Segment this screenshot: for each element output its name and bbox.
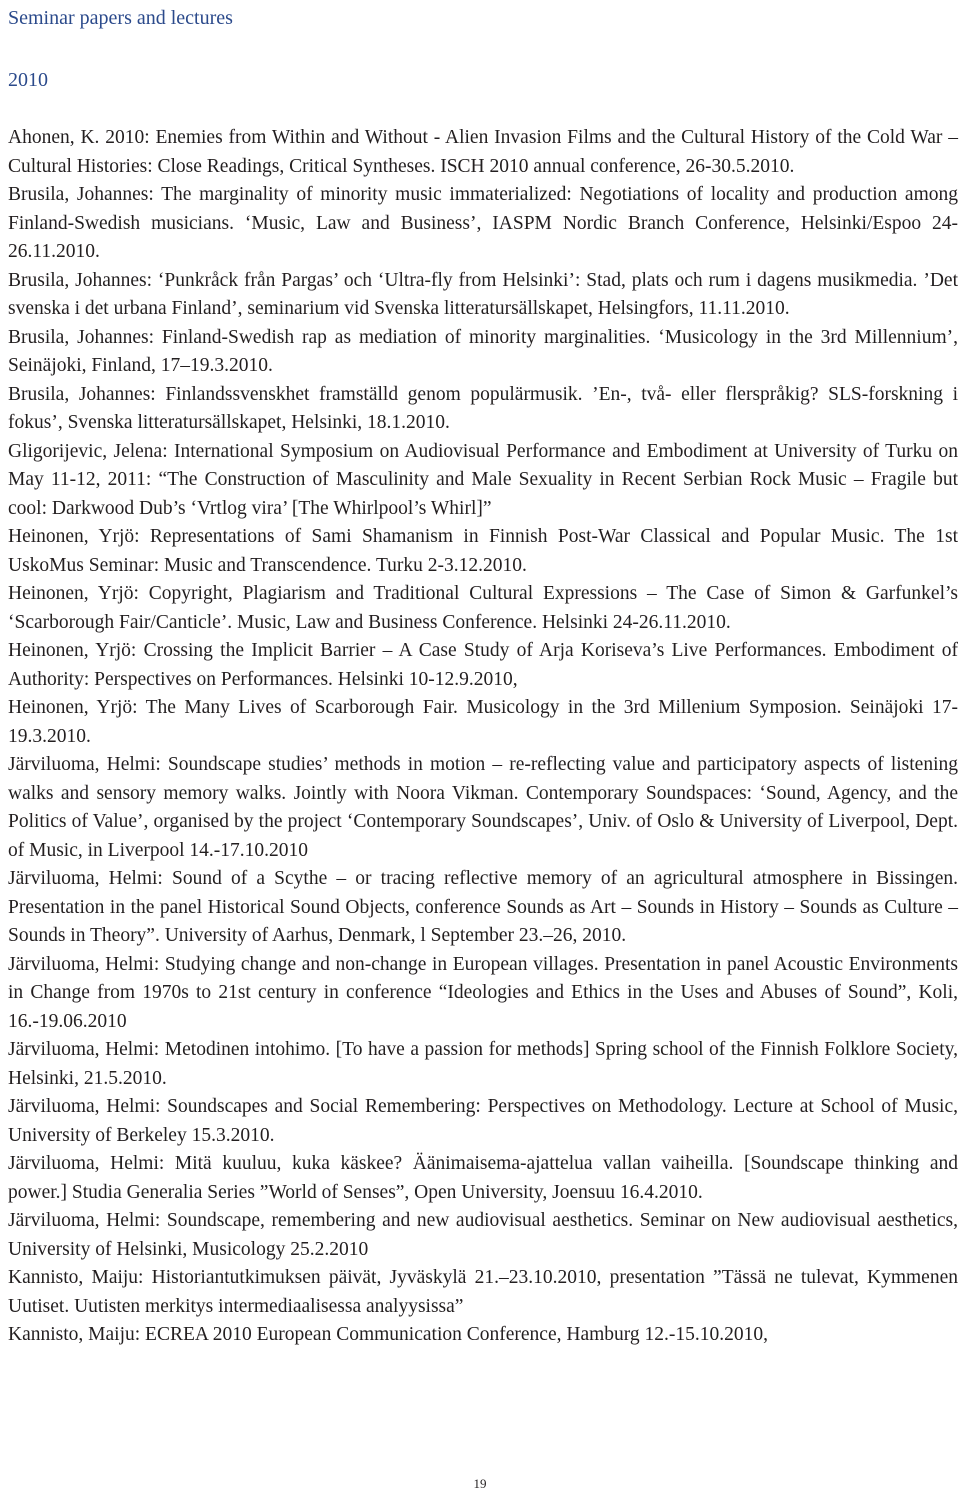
section-title: Seminar papers and lectures (8, 7, 233, 29)
page-number: 19 (473, 1476, 487, 1491)
list-item: Järviluoma, Helmi: Studying change and non-change in European villages. Presentation in panel Acoustic Environments in Change from 1970s to 21st century in conference “Ideologies and Ethics in the Uses and Abuses of Sound”, Koli, 16.-19.06.2010 (8, 953, 958, 1032)
list-item: Kannisto, Maiju: ECREA 2010 European Communication Conference, Hamburg 12.-15.10.2010, (8, 1324, 769, 1345)
list-item: Heinonen, Yrjö: Copyright, Plagiarism and Traditional Cultural Expressions – The Case of Simon & Garfunkel’s ‘Scarborough Fair/Canticle’. Music, Law and Business Conference. Helsinki 24-26.11.2010. (8, 583, 958, 633)
list-item: Brusila, Johannes: Finlandssvenskhet framställd genom populärmusik. ’En-, två- eller flerspråkig? SLS-forskning i fokus’, Svenska litteratursällskapet, Helsinki, 18.1.2010. (8, 383, 958, 433)
list-item: Gligorijevic, Jelena: International Symposium on Audiovisual Performance and Embodiment at University of Turku on May 11-12, 2011: “The Construction of Masculinity and Male Sexuality in Recent Serbian Rock Music – Fragile but cool: Darkwood Dub’s ‘Vrtlog vira’ [The Whirlpool’s Whirl]” (8, 440, 958, 519)
list-item: Järviluoma, Helmi: Mitä kuuluu, kuka käskee? Äänimaisema-ajattelua vallan vaiheilla. [Soundscape thinking and power.] Studia Generalia Series ”World of Senses”, Open University, Joensuu 16.4.2010. (8, 1153, 958, 1203)
document-page (8, 0, 958, 1350)
entry-list (8, 124, 958, 1350)
list-item: Ahonen, K. 2010: Enemies from Within and Without - Alien Invasion Films and the Cultural History of the Cold War – Cultural Histories: Close Readings, Critical Syntheses. ISCH 2010 annual conference, 26-30.5.2010. (8, 127, 958, 177)
list-item: Järviluoma, Helmi: Sound of a Scythe – or tracing reflective memory of an agricultural atmosphere in Bissingen. Presentation in the panel Historical Sound Objects, conference Sounds as Art – Sounds in History – Sounds as Culture – Sounds in Theory”. University of Aarhus, Denmark, l September 23.–26, 2010. (8, 868, 958, 946)
list-item: Heinonen, Yrjö: Representations of Sami Shamanism in Finnish Post-War Classical and Popular Music. The 1st UskoMus Seminar: Music and Transcendence. Turku 2-3.12.2010. (8, 526, 958, 576)
list-item: Brusila, Johannes: The marginality of minority music immaterialized: Negotiations of locality and production among Finland-Swedish musicians. ‘Music, Law and Business’, IASPM Nordic Branch Conference, Helsinki/Espoo 24-26.11.2010. (8, 184, 958, 262)
list-item: Brusila, Johannes: Finland-Swedish rap as mediation of minority marginalities. ‘Musicology in the 3rd Millennium’, Seinäjoki, Finland, 17–19.3.2010. (8, 326, 958, 376)
list-item: Järviluoma, Helmi: Soundscapes and Social Remembering: Perspectives on Methodology. Lecture at School of Music, University of Berkeley 15.3.2010. (8, 1096, 958, 1146)
list-item: Heinonen, Yrjö: Crossing the Implicit Barrier – A Case Study of Arja Koriseva’s Live Performances. Embodiment of Authority: Perspectives on Performances. Helsinki 10-12.9.2010, (8, 640, 958, 690)
year-heading: 2010 (8, 69, 48, 91)
list-item: Järviluoma, Helmi: Soundscape, remembering and new audiovisual aesthetics. Seminar on New audiovisual aesthetics, University of Helsinki, Musicology 25.2.2010 (8, 1210, 958, 1260)
list-item: Heinonen, Yrjö: The Many Lives of Scarborough Fair. Musicology in the 3rd Millenium Symposion. Seinäjoki 17-19.3.2010. (8, 697, 958, 747)
list-item: Järviluoma, Helmi: Soundscape studies’ methods in motion – re-reflecting value and participatory aspects of listening walks and sensory memory walks. Jointly with Noora Vikman. Contemporary Soundspaces: ‘Sound, Agency, and the Politics of Value’, organised by the project ‘Contemporary Soundscapes’, Univ. of Oslo & University of Liverpool, Dept. of Music, in Liverpool 14.-17.10.2010 (8, 754, 958, 861)
list-item: Kannisto, Maiju: Historiantutkimuksen päivät, Jyväskylä 21.–23.10.2010, presentation ”Tässä ne tulevat, Kymmenen Uutiset. Uutisten merkitys intermediaalisessa analyysissa” (8, 1267, 958, 1317)
list-item: Järviluoma, Helmi: Metodinen intohimo. [To have a passion for methods] Spring school of the Finnish Folklore Society, Helsinki, 21.5.2010. (8, 1039, 958, 1089)
list-item: Brusila, Johannes: ‘Punkråck från Pargas’ och ‘Ultra-fly from Helsinki’: Stad, plats och rum i dagens musikmedia. ’Det svenska i det urbana Finland’, seminarium vid Svenska litteratursällskapet, Helsingfors, 11.11.2010. (8, 269, 958, 319)
